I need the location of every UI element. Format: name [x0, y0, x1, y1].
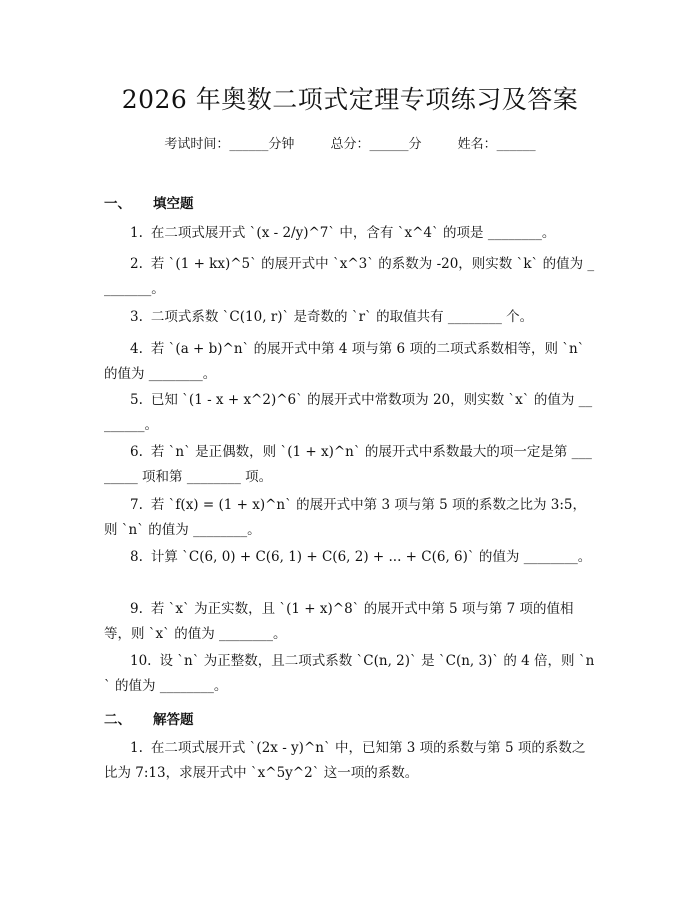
- question-text: 若 `n` 是正偶数，则 `(1 + x)^n` 的展开式中系数最大的项一定是第 ________ 项和第 ________ 项。: [104, 444, 592, 485]
- section-heading-fill-blank: [104, 192, 194, 212]
- section-number: 二、: [104, 712, 131, 728]
- question-item: [104, 337, 598, 387]
- exam-time: 考试时间：______分钟: [164, 137, 295, 152]
- question-text: 设 `n` 为正整数，且二项式系数 `C(n, 2)` 是 `C(n, 3)` 的 4 倍，则 `n` 的值为 ________。: [104, 653, 595, 694]
- question-text: 若 `f(x) = (1 + x)^n` 的展开式中第 3 项与第 5 项的系数之比为 3:5，则 `n` 的值为 ________。: [104, 497, 587, 538]
- question-text: 若 `x` 为正实数，且 `(1 + x)^8` 的展开式中第 5 项与第 7 项的值相等，则 `x` 的值为 ________。: [104, 601, 574, 642]
- question-number: 1.: [130, 225, 143, 241]
- section-title: 解答题: [153, 712, 194, 728]
- question-number: 9.: [130, 601, 143, 617]
- question-item: [104, 736, 598, 786]
- exam-meta: [0, 133, 700, 152]
- question-item: [104, 440, 598, 490]
- exam-name: 姓名：______: [457, 137, 536, 152]
- question-text: 二项式系数 `C(10, r)` 是奇数的 `r` 的取值共有 ________ 个。: [150, 309, 534, 325]
- section-number: 一、: [104, 196, 131, 212]
- question-text: 计算 `C(6, 0) + C(6, 1) + C(6, 2) + ... + C(6, 6)` 的值为 ________。: [150, 549, 592, 565]
- question-number: 7.: [130, 497, 143, 513]
- question-item: [104, 305, 598, 330]
- question-item: [104, 388, 598, 438]
- question-item: [104, 649, 598, 699]
- question-number: 3.: [130, 309, 143, 325]
- question-item: [104, 597, 598, 647]
- question-number: 1.: [130, 740, 143, 756]
- question-number: 5.: [130, 392, 143, 408]
- question-item: [104, 545, 598, 570]
- question-number: 6.: [130, 444, 143, 460]
- question-number: 2.: [130, 256, 143, 272]
- section-heading-solution: [104, 708, 194, 728]
- question-item: [104, 493, 598, 543]
- question-number: 8.: [130, 549, 143, 565]
- question-text: 若 `(1 + kx)^5` 的展开式中 `x^3` 的系数为 -20，则实数 `k` 的值为 ________。: [104, 256, 595, 297]
- question-item: [104, 221, 598, 246]
- question-text: 已知 `(1 - x + x^2)^6` 的展开式中常数项为 20，则实数 `x` 的值为 ________。: [104, 392, 593, 433]
- page-title: 2026 年奥数二项式定理专项练习及答案: [121, 85, 579, 114]
- question-text: 在二项式展开式 `(2x - y)^n` 中，已知第 3 项的系数与第 5 项的系数之比为 7:13，求展开式中 `x^5y^2` 这一项的系数。: [104, 740, 586, 781]
- question-item: [104, 252, 598, 302]
- exam-score: 总分：______分: [330, 137, 422, 152]
- question-text: 在二项式展开式 `(x - 2/y)^7` 中，含有 `x^4` 的项是 ________。: [150, 225, 556, 241]
- question-number: 10.: [130, 653, 152, 669]
- question-text: 若 `(a + b)^n` 的展开式中第 4 项与第 6 项的二项式系数相等，则 `n` 的值为 ________。: [104, 341, 585, 382]
- section-title: 填空题: [153, 196, 194, 212]
- question-number: 4.: [130, 341, 143, 357]
